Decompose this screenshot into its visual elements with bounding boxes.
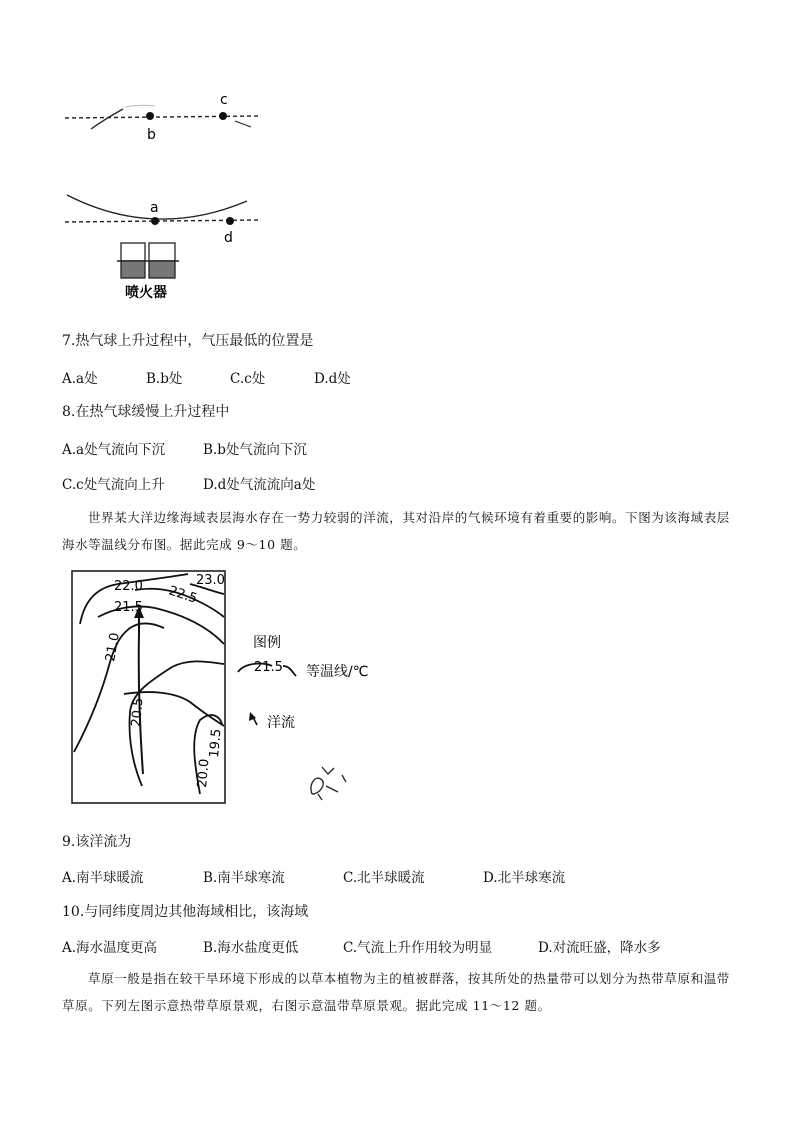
question-9-option-d: D.北半球寒流 [483, 870, 566, 886]
burner-label: 喷火器 [125, 285, 167, 301]
balloon-top-curve-faint [125, 105, 155, 107]
question-8-option-d: D.d处气流流向a处 [203, 477, 316, 493]
question-10-option-b: B.海水盐度更低 [203, 940, 299, 956]
question-8-option-a: A.a处气流向下沉 [62, 442, 166, 458]
isotherm-label-20-0: 20.0 [195, 758, 213, 789]
label-c: c [220, 92, 228, 108]
isotherm-label-22-0: 22.0 [114, 579, 143, 594]
label-a: a [150, 200, 159, 216]
point-c [219, 112, 227, 120]
isotherm-label-23-0: 23.0 [196, 573, 225, 588]
question-7-option-b: B.b处 [146, 371, 183, 387]
question-8-stem: 8.在热气球缓慢上升过程中 [62, 404, 230, 420]
isotherm-label-21-0: 21.0 [103, 631, 123, 663]
question-10-option-a: A.海水温度更高 [62, 940, 158, 956]
passage-ocean-current: 世界某大洋边缘海域表层海水存在一势力较弱的洋流，其对沿岸的气候环境有着重要的影响。下图为该海域表层海水等温线分布图。据此完成 9～10 题。 [62, 510, 730, 552]
question-9-option-c: C.北半球暖流 [343, 870, 425, 886]
question-9-option-a: A.南半球暖流 [62, 870, 144, 886]
upper-dashed-line [65, 116, 260, 118]
balloon-top-curve-left [91, 109, 123, 129]
question-10-option-d: D.对流旺盛，降水多 [538, 940, 661, 956]
question-9-option-b: B.南半球寒流 [203, 870, 285, 886]
isotherm-label-22-5: 22.5 [166, 583, 199, 607]
point-a [151, 217, 159, 225]
isotherm-label-21-5: 21.5 [114, 600, 143, 615]
legend-title: 图例 [253, 635, 281, 651]
question-8-option-c: C.c处气流向上升 [62, 477, 165, 493]
question-7-stem: 7.热气球上升过程中，气压最低的位置是 [62, 333, 314, 349]
question-8-option-b: B.b处气流向下沉 [203, 442, 307, 458]
question-9-stem: 9.该洋流为 [62, 834, 132, 850]
point-b [146, 112, 154, 120]
balloon-top-curve-right [235, 121, 251, 127]
label-d: d [224, 230, 233, 246]
balloon-diagram [55, 85, 275, 305]
isotherm-map [60, 562, 380, 814]
legend-current-text: 洋流 [267, 715, 295, 731]
isotherm-label-20-5: 20.5 [129, 697, 147, 728]
legend-isotherm-value: 21.5 [254, 660, 283, 675]
burner-icon [117, 243, 179, 278]
legend-isotherm-text: 等温线/℃ [306, 664, 369, 680]
question-7-option-a: A.a处 [62, 371, 98, 387]
handwriting-scribble-icon [311, 767, 346, 800]
question-7-option-c: C.c处 [230, 371, 266, 387]
question-10-option-c: C.气流上升作用较为明显 [343, 940, 493, 956]
legend-isotherm-line-right [283, 666, 296, 676]
isotherm-label-19-5: 19.5 [207, 728, 225, 759]
passage-grassland: 草原一般是指在较干旱环境下形成的以草本植物为主的植被群落，按其所处的热量带可以划分为热带草原和温带草原。下列左图示意热带草原景观，右图示意温带草原景观。据此完成 11～12 题。 [62, 971, 730, 1013]
question-7-option-d: D.d处 [314, 371, 351, 387]
question-10-stem: 10.与同纬度周边其他海域相比，该海域 [62, 904, 309, 920]
label-b: b [147, 127, 156, 143]
point-d [226, 217, 234, 225]
